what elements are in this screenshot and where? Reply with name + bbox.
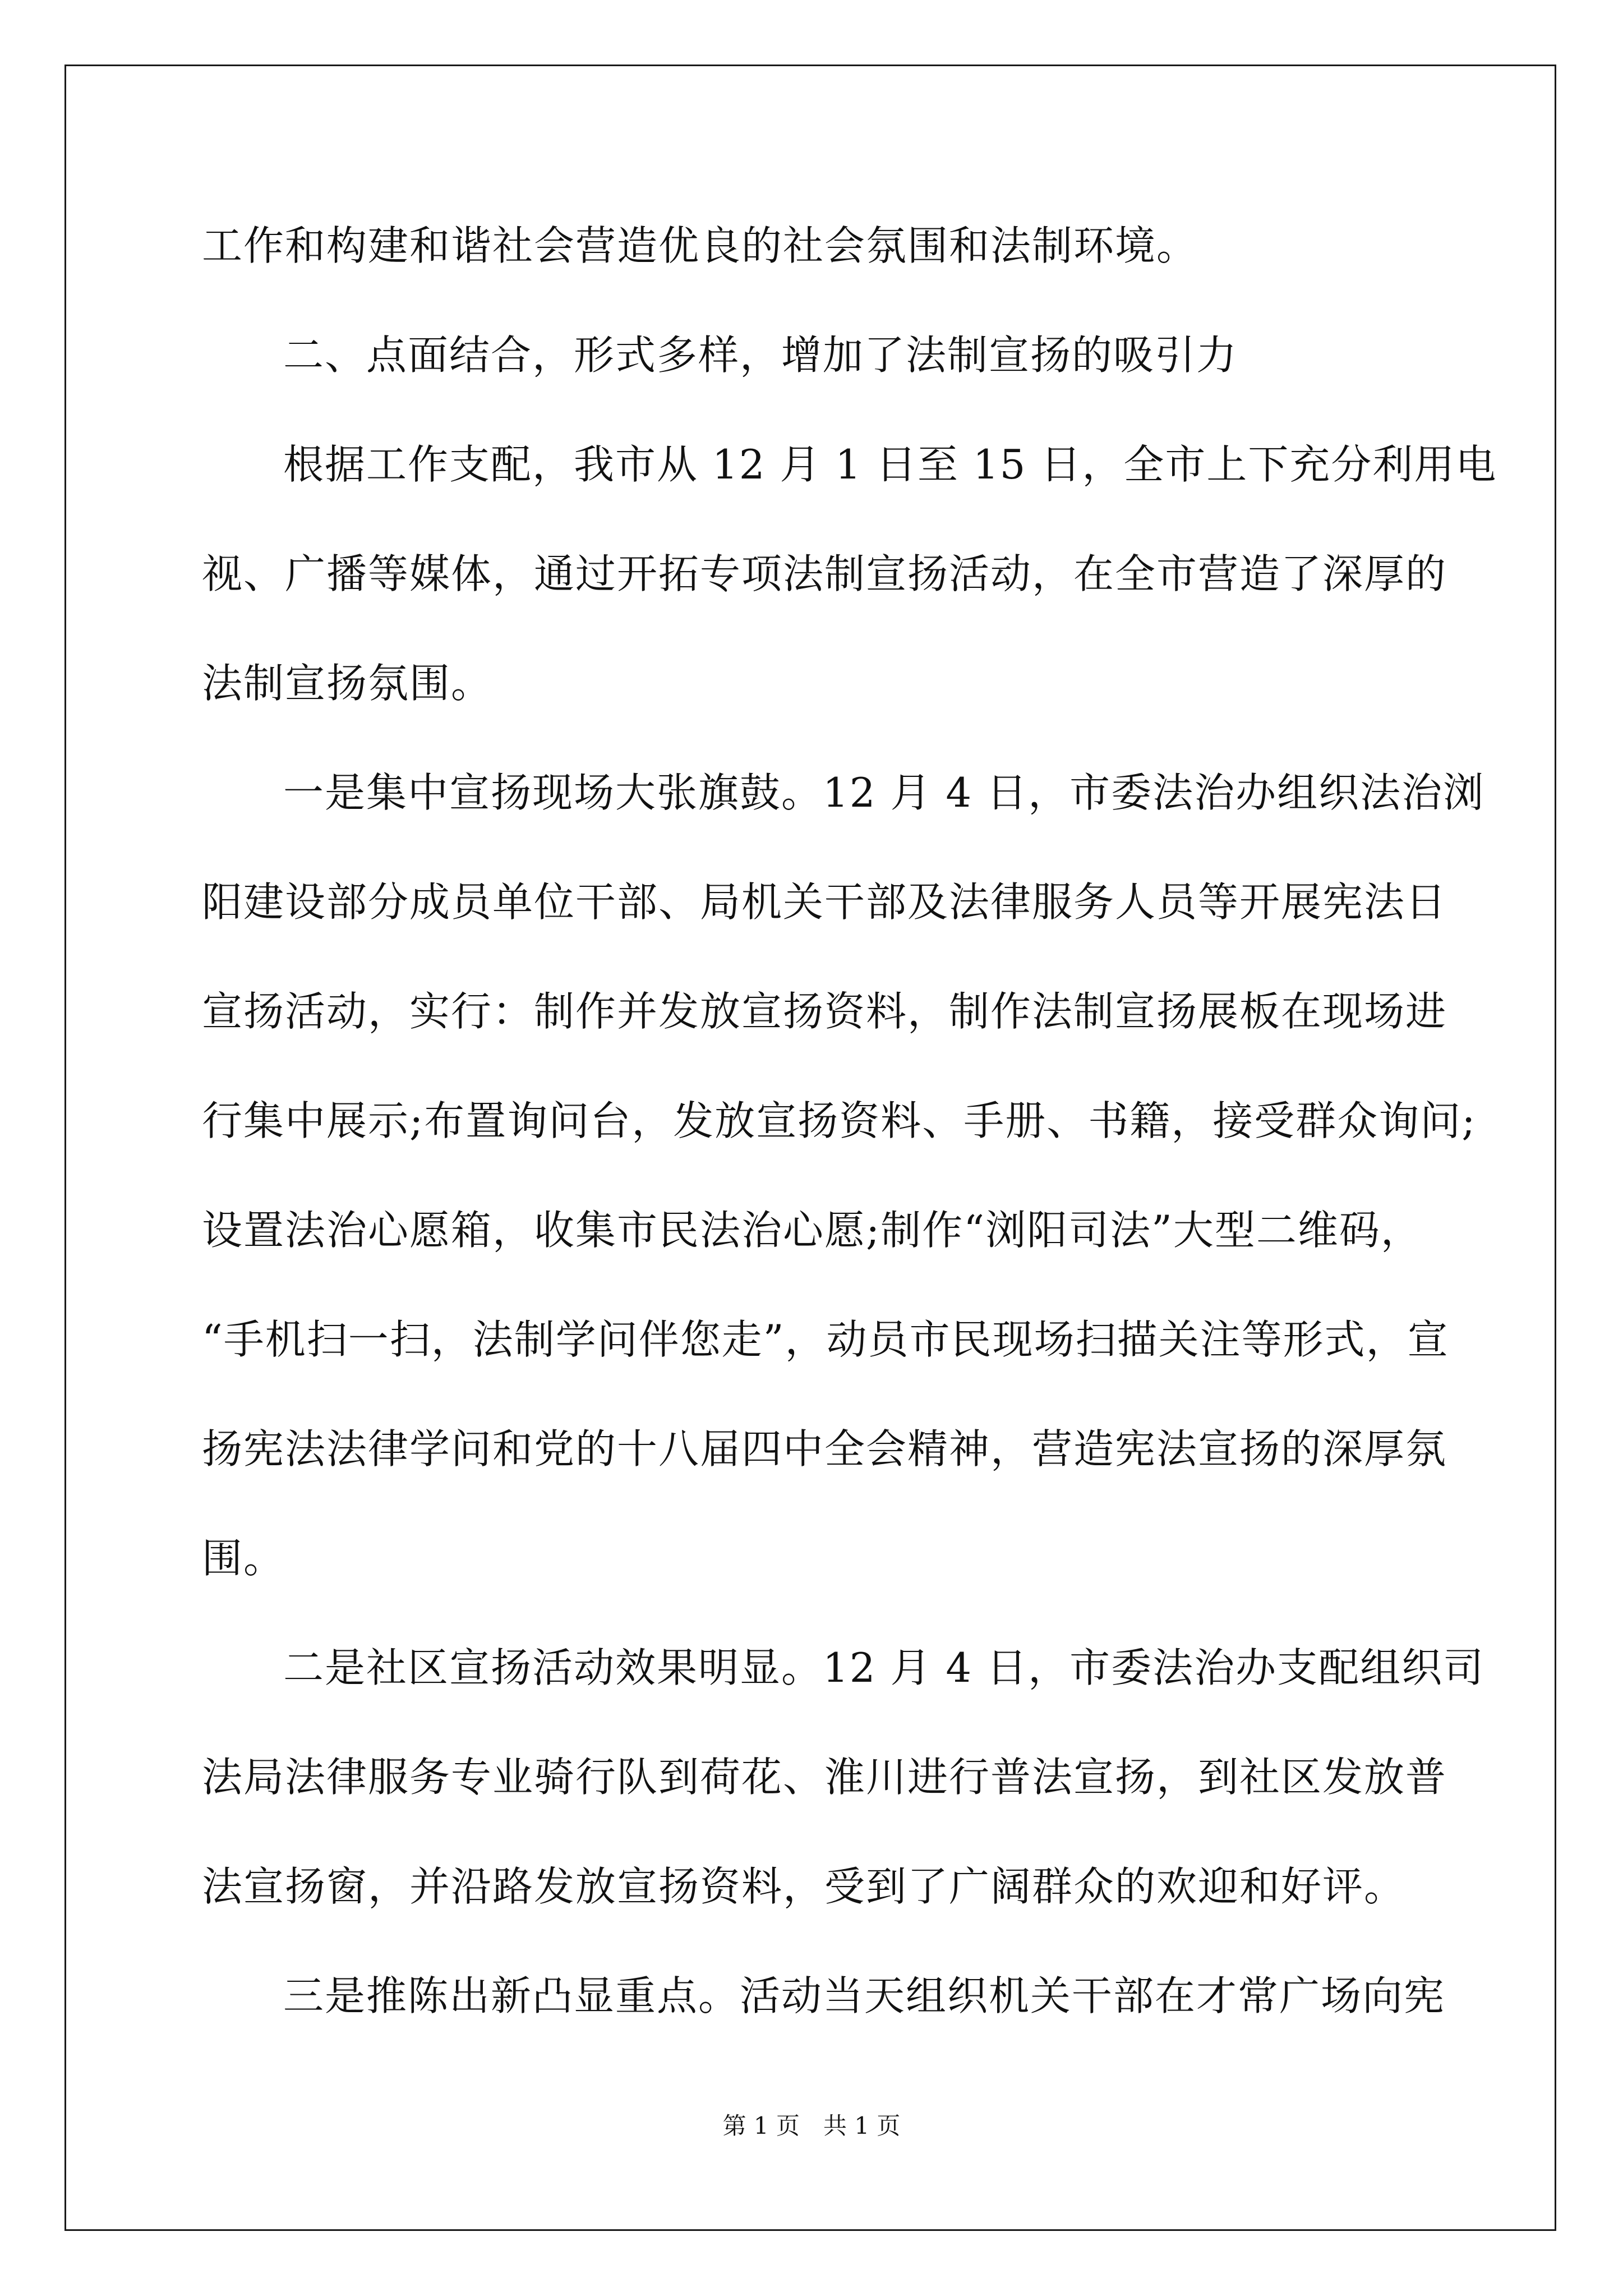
paragraph-line: 法制宣扬氛围。 xyxy=(202,660,493,707)
paragraph-line: 阳建设部分成员单位干部、局机关干部及法律服务人员等开展宪法日 xyxy=(202,878,1447,926)
paragraph-line: “手机扫一扫，法制学问伴您走”，动员市民现场扫描关注等形式，宣 xyxy=(202,1316,1449,1363)
paragraph-line: 视、广播等媒体，通过开拓专项法制宣扬活动，在全市营造了深厚的 xyxy=(202,550,1447,597)
paragraph-line: 行集中展示;布置询问台，发放宣扬资料、手册、书籍，接受群众询问; xyxy=(202,1097,1477,1144)
paragraph-line: 法局法律服务专业骑行队到荷花、淮川进行普法宣扬，到社区发放普 xyxy=(202,1754,1447,1801)
paragraph-line: 根据工作支配，我市从 12 月 1 日至 15 日，全市上下充分利用电 xyxy=(283,441,1497,488)
paragraph-line: 宣扬活动，实行：制作并发放宣扬资料，制作法制宣扬展板在现场进 xyxy=(202,988,1447,1035)
paragraph-line: 扬宪法法律学问和党的十八届四中全会精神，营造宪法宣扬的深厚氛 xyxy=(202,1425,1447,1473)
paragraph-line: 工作和构建和谐社会营造优良的社会氛围和法制环境。 xyxy=(202,222,1198,269)
paragraph-line: 设置法治心愿箱，收集市民法治心愿;制作“浏阳司法”大型二维码， xyxy=(202,1207,1422,1254)
paragraph-line: 二是社区宣扬活动效果明显。12 月 4 日，市委法治办支配组织司 xyxy=(283,1644,1485,1691)
page-number-footer: 第 1 页 共 1 页 xyxy=(722,2112,901,2139)
paragraph-line: 法宣扬窗，并沿路发放宣扬资料，受到了广阔群众的欢迎和好评。 xyxy=(202,1863,1406,1910)
paragraph-line: 围。 xyxy=(202,1535,285,1582)
section-heading: 二、点面结合，形式多样，增加了法制宣扬的吸引力 xyxy=(283,332,1238,379)
paragraph-line: 一是集中宣扬现场大张旗鼓。12 月 4 日，市委法治办组织法治浏 xyxy=(283,769,1485,816)
paragraph-line: 三是推陈出新凸显重点。活动当天组织机关干部在才常广场向宪 xyxy=(283,1972,1446,2019)
